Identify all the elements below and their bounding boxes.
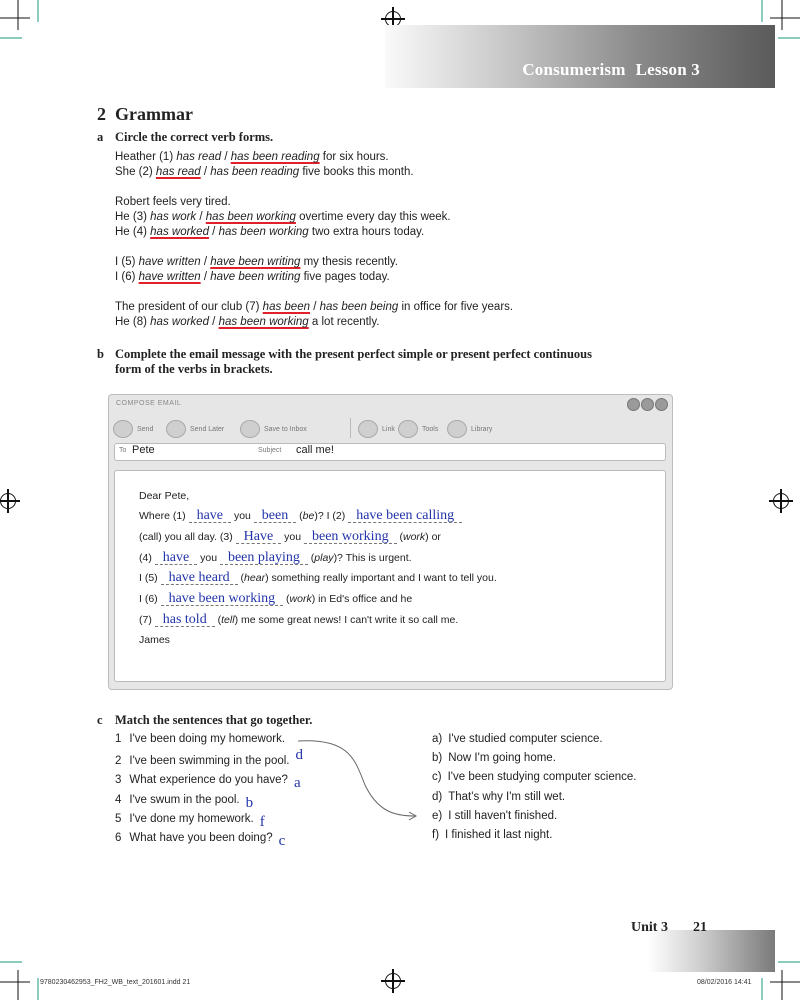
item-number: 6 [115, 832, 122, 844]
email-text: ) in Ed's office and he [311, 593, 413, 605]
handwritten-answer[interactable]: has told [155, 614, 215, 627]
option-separator: / [196, 211, 206, 223]
item-text: I've been doing my homework. [129, 733, 286, 745]
email-text: Where (1) [139, 510, 189, 522]
print-slug-file: 9780230462953_FH2_WB_text_201601.indd 21 [40, 979, 191, 986]
email-text: you [231, 510, 254, 522]
item-text: I've swum in the pool. [129, 794, 240, 806]
part-a-letter: a [97, 130, 104, 144]
verb-option-2[interactable]: have been writing [210, 256, 301, 268]
email-text: you [281, 531, 304, 543]
verb-in-brackets: be [302, 510, 315, 522]
item-letter: a) [432, 733, 443, 745]
item-number: 1 [115, 733, 122, 745]
item-letter: b) [432, 752, 443, 764]
email-text: ) or [425, 531, 441, 543]
line-text: my thesis recently. [300, 256, 398, 268]
verb-option-2[interactable]: has been working [218, 226, 309, 238]
line-text: for six hours. [319, 151, 389, 163]
handwritten-answer[interactable]: d [295, 747, 303, 763]
footer-band [648, 930, 775, 972]
part-a-instruction: Circle the correct verb forms. [115, 130, 274, 144]
option-separator: / [200, 271, 211, 283]
section-title: Grammar [115, 104, 193, 124]
email-text: ( [307, 552, 315, 564]
item-text: I've been swimming in the pool. [129, 755, 290, 767]
item-letter: f) [432, 829, 440, 841]
verb-option-1[interactable]: has worked [150, 316, 209, 328]
handwritten-answer[interactable]: c [278, 833, 286, 849]
verb-option-1[interactable]: have written [138, 256, 201, 268]
handwritten-answer[interactable]: have been calling [348, 510, 462, 523]
part-b-letter: b [97, 347, 104, 361]
item-text: I finished it last night. [445, 829, 553, 841]
line-text: five books this month. [299, 166, 414, 178]
lesson-label: Lesson 3 [635, 60, 700, 79]
email-text: (7) [139, 614, 155, 626]
item-text: I've been studying computer science. [447, 771, 637, 783]
line-text: He (4) [115, 226, 151, 238]
handwritten-answer[interactable]: a [293, 775, 301, 791]
handwritten-answer[interactable]: have [155, 552, 197, 565]
line-text: a lot recently. [308, 316, 380, 328]
line-text: He (8) [115, 316, 151, 328]
line-text: She (2) [115, 166, 156, 178]
unit-label: Unit 3 [631, 920, 668, 935]
email-text: ( [396, 531, 403, 543]
line-text: Heather (1) [115, 151, 177, 163]
item-text: I've done my homework. [129, 813, 254, 825]
line-text: five pages today. [300, 271, 390, 283]
verb-in-brackets: work [403, 531, 426, 543]
verb-in-brackets: work [289, 593, 312, 605]
line-text: overtime every day this week. [295, 211, 451, 223]
toolbar-label: Link [382, 425, 395, 433]
verb-option-1[interactable]: has read [176, 151, 222, 163]
handwritten-answer[interactable]: been [254, 510, 296, 523]
verb-option-2[interactable]: has been working [205, 211, 296, 223]
toolbar-label: Send [137, 425, 154, 433]
email-text: )? I (2) [314, 510, 349, 522]
email-signature: James [139, 634, 170, 646]
line-text: in office for five years. [398, 301, 514, 313]
item-number: 3 [115, 774, 122, 786]
handwritten-answer[interactable]: f [259, 814, 265, 830]
chapter-title: Consumerism [522, 60, 626, 79]
email-text: ) me some great news! I can't write it so call me. [234, 614, 459, 626]
option-separator: / [208, 316, 219, 328]
toolbar-label: Library [471, 425, 493, 433]
toolbar-label: Tools [422, 425, 439, 433]
verb-option-2[interactable]: has been working [218, 316, 309, 328]
handwritten-answer[interactable]: Have [236, 531, 282, 544]
item-text: Now I'm going home. [448, 752, 556, 764]
item-text: That's why I'm still wet. [448, 791, 566, 803]
section-number: 2 [97, 104, 106, 124]
email-text: you [197, 552, 220, 564]
toolbar-label: Save to Inbox [264, 425, 307, 433]
handwritten-answer[interactable]: have [189, 510, 231, 523]
verb-option-1[interactable]: has worked [150, 226, 209, 238]
verb-option-2[interactable]: have been writing [210, 271, 301, 283]
email-greeting: Dear Pete, [139, 490, 190, 502]
email-window-title: COMPOSE EMAIL [116, 400, 182, 407]
email-text: I (6) [139, 593, 161, 605]
to-label: To [119, 447, 127, 454]
part-c-instruction: Match the sentences that go together. [115, 713, 313, 727]
page-number: 21 [693, 920, 707, 935]
email-text: ( [214, 614, 222, 626]
option-separator: / [310, 301, 320, 313]
print-slug-date: 08/02/2016 14:41 [697, 979, 752, 986]
item-letter: e) [432, 810, 443, 822]
verb-option-2[interactable]: has been being [319, 301, 399, 313]
part-c-letter: c [97, 713, 103, 727]
option-separator: / [208, 226, 219, 238]
verb-in-brackets: hear [244, 572, 266, 584]
line-text: I (5) [115, 256, 139, 268]
item-text: What have you been doing? [129, 832, 273, 844]
verb-option-1[interactable]: has work [150, 211, 197, 223]
option-separator: / [221, 151, 231, 163]
item-letter: d) [432, 791, 443, 803]
option-separator: / [200, 166, 211, 178]
toolbar-label: Send Later [190, 425, 225, 433]
email-text: (4) [139, 552, 155, 564]
item-number: 4 [115, 794, 122, 806]
handwritten-answer[interactable]: been playing [220, 552, 308, 565]
item-text: What experience do you have? [129, 774, 288, 786]
line-text: Robert feels very tired. [115, 196, 231, 208]
line-text: I (6) [115, 271, 139, 283]
line-text: two extra hours today. [308, 226, 425, 238]
part-b-instruction-1: Complete the email message with the present perfect simple or present perfect continuous [115, 347, 592, 361]
item-number: 2 [115, 755, 122, 767]
email-text: ) something really important and I want to tell you. [265, 572, 497, 584]
subject-label: Subject [258, 447, 282, 454]
line-text: He (3) [115, 211, 151, 223]
line-text: The president of our club (7) [115, 301, 263, 313]
item-letter: c) [432, 771, 442, 783]
verb-in-brackets: play [314, 552, 334, 564]
verb-option-1[interactable]: has been [262, 301, 310, 313]
subject-value: call me! [296, 444, 334, 456]
email-text: ( [296, 510, 303, 522]
handwritten-answer[interactable]: b [245, 795, 254, 811]
verb-in-brackets: tell [221, 614, 235, 626]
email-text: ( [283, 593, 290, 605]
item-text: I've studied computer science. [448, 733, 603, 745]
email-text: ( [237, 572, 245, 584]
verb-option-1[interactable]: has read [155, 166, 201, 178]
verb-option-2[interactable]: has been reading [210, 166, 300, 178]
item-number: 5 [115, 813, 122, 825]
handwritten-answer[interactable]: have heard [161, 572, 238, 585]
email-text: I (5) [139, 572, 161, 584]
email-text: )? This is urgent. [333, 552, 412, 564]
part-b-instruction-2: form of the verbs in brackets. [115, 362, 273, 376]
handwritten-answer[interactable]: been working [304, 531, 397, 544]
verb-option-2[interactable]: has been reading [230, 151, 320, 163]
verb-option-1[interactable]: have written [138, 271, 201, 283]
item-text: I still haven't finished. [448, 810, 558, 822]
to-value: Pete [132, 444, 155, 456]
email-text: (call) you all day. (3) [139, 531, 236, 543]
option-separator: / [200, 256, 211, 268]
handwritten-answer[interactable]: have been working [161, 593, 284, 606]
